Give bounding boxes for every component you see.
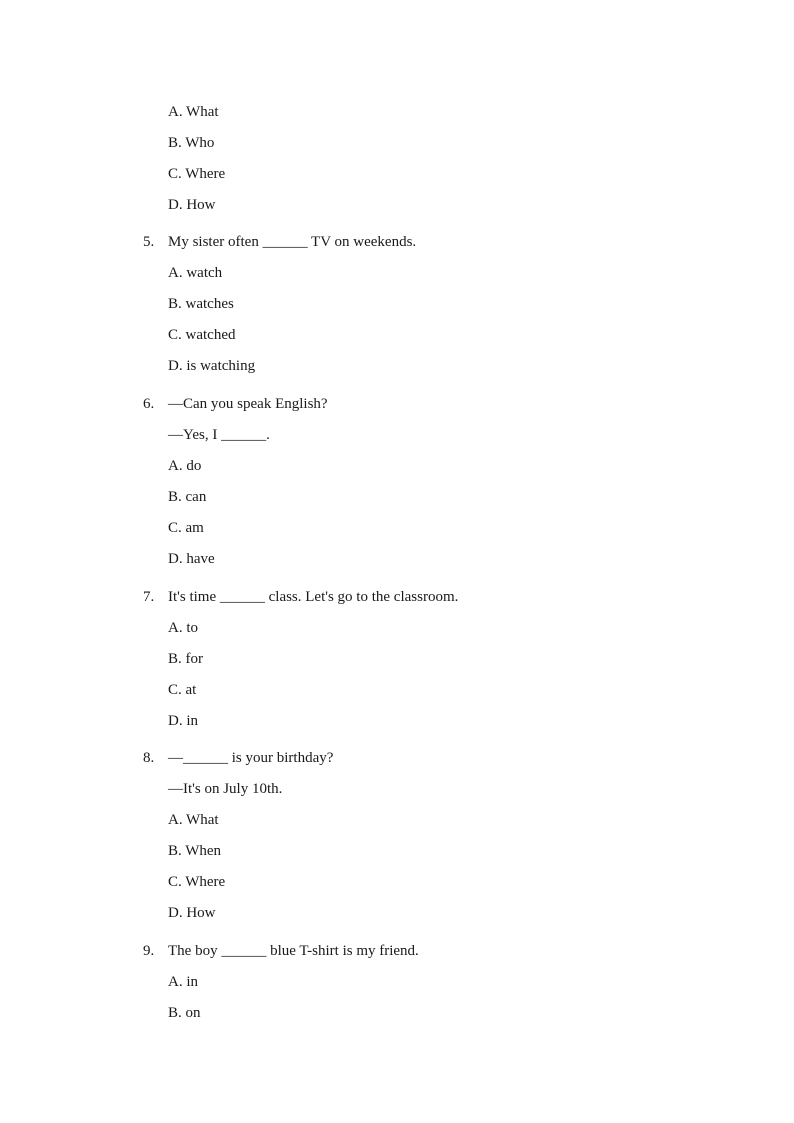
question-6-option-c: C. am	[168, 520, 204, 536]
question-9-number: 9.	[143, 943, 155, 959]
question-5-option-a: A. watch	[168, 265, 223, 281]
question-7-option-c: C. at	[168, 682, 197, 698]
question-7-option-d: D. in	[168, 713, 198, 729]
question-5-text: My sister often ______ TV on weekends.	[168, 234, 417, 250]
question-6-text-2: —Yes, I ______.	[168, 427, 270, 443]
question-5-option-d: D. is watching	[168, 358, 256, 374]
question-5-option-c: C. watched	[168, 327, 236, 343]
question-9-text: The boy ______ blue T-shirt is my friend.	[168, 943, 419, 959]
question-8-text-2: —It's on July 10th.	[168, 781, 283, 797]
prev-option-b: B. Who	[168, 135, 215, 151]
question-8-option-c: C. Where	[168, 874, 226, 890]
question-6-option-d: D. have	[168, 551, 215, 567]
question-8-option-a: A. What	[168, 812, 219, 828]
prev-option-d: D. How	[168, 197, 216, 213]
question-5-number: 5.	[143, 234, 155, 250]
question-8-number: 8.	[143, 750, 155, 766]
question-9-option-b: B. on	[168, 1005, 201, 1021]
question-6-text-1: —Can you speak English?	[168, 396, 328, 412]
question-6-option-b: B. can	[168, 489, 207, 505]
question-6-number: 6.	[143, 396, 155, 412]
prev-option-c: C. Where	[168, 166, 226, 182]
question-8-option-b: B. When	[168, 843, 222, 859]
prev-option-a: A. What	[168, 104, 219, 120]
question-7-option-b: B. for	[168, 651, 203, 667]
question-6-option-a: A. do	[168, 458, 202, 474]
question-7-number: 7.	[143, 589, 155, 605]
question-9-option-a: A. in	[168, 974, 198, 990]
question-7-option-a: A. to	[168, 620, 198, 636]
question-7-text: It's time ______ class. Let's go to the classroom.	[168, 589, 459, 605]
question-5-option-b: B. watches	[168, 296, 234, 312]
question-8-option-d: D. How	[168, 905, 216, 921]
question-8-text-1: —______ is your birthday?	[168, 750, 334, 766]
